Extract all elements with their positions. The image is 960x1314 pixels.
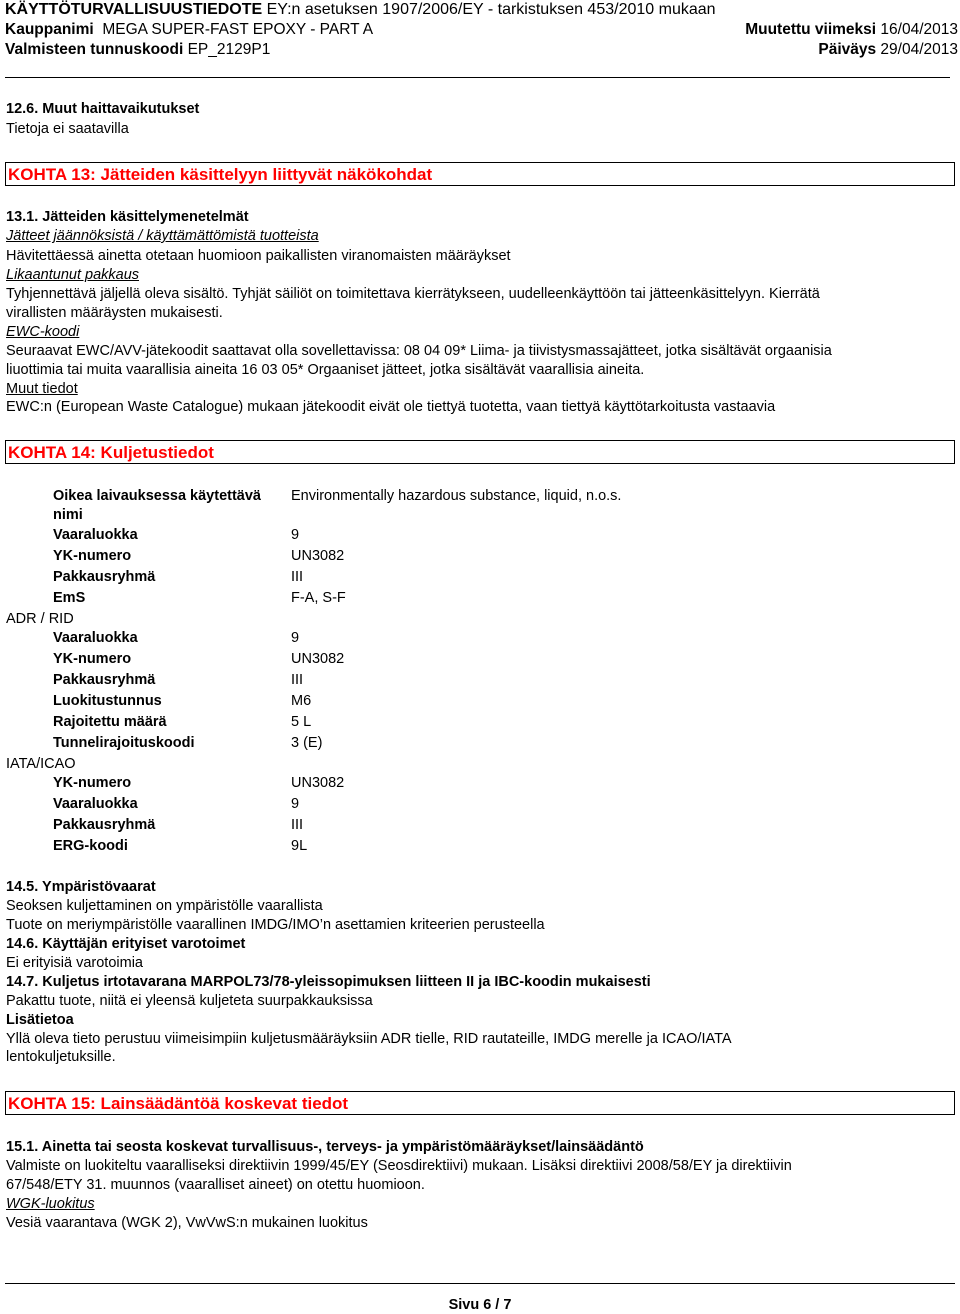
revised-date	[745, 20, 958, 40]
page-number: Sivu 6 / 7	[448, 1297, 512, 1313]
issue-date	[818, 40, 958, 60]
env-hazard-line-1: Seoksen kuljettaminen on ympäristölle vaarallista	[6, 898, 323, 914]
packaging-label: Likaantunut pakkaus	[6, 267, 140, 283]
document-title	[5, 0, 716, 20]
subsection-heading-14-7: 14.7. Kuljetus irtotavarana MARPOL73/78-yleissopimuksen liitteen II ja IBC-koodin mukaisesti	[6, 974, 651, 990]
shipping-name-label-line-1: Oikea laivauksessa käytettävä	[53, 488, 261, 504]
wgk-label: WGK-luokitus	[6, 1196, 95, 1212]
imdg-ems-value: F-A, S-F	[291, 590, 346, 606]
header-divider	[5, 77, 950, 78]
date-label: Päiväys	[818, 41, 877, 58]
additional-info-line-1: Yllä oleva tieto perustuu viimeisimpiin kuljetusmääräyksiin ADR tielle, RID rautateille, IMDG merelle ja ICAO/IATA	[6, 1031, 732, 1047]
iata-un-value: UN3082	[291, 775, 345, 791]
residues-text: Hävitettäessä ainetta otetaan huomioon paikallisten viranomaisten määräykset	[6, 248, 511, 264]
revised-value: 16/04/2013	[880, 21, 958, 38]
ewc-label: EWC-koodi	[6, 324, 80, 340]
additional-info-line-2: lentokuljetuksille.	[6, 1049, 116, 1065]
product-code-label: Valmisteen tunnuskoodi	[5, 41, 184, 58]
imdg-class-value: 9	[291, 527, 300, 543]
regulation-line-1: Valmiste on luokiteltu vaaralliseksi direktiivin 1999/45/EY (Seosdirektiivi) mukaan. Lisäksi direktiivi 2008/58/EY ja direktiivin	[6, 1158, 792, 1174]
iata-icao-group-label: IATA/ICAO	[6, 756, 76, 772]
adr-class-label: Vaaraluokka	[53, 630, 138, 646]
shipping-name-value: Environmentally hazardous substance, liquid, n.o.s.	[291, 488, 622, 504]
bulk-transport-text: Pakattu tuote, niitä ei yleensä kuljeteta suurpakkauksissa	[6, 993, 373, 1009]
imdg-un-label: YK-numero	[53, 548, 132, 564]
section-bar-14	[5, 440, 955, 464]
adr-class-value: 9	[291, 630, 300, 646]
subsection-heading-13-1: 13.1. Jätteiden käsittelymenetelmät	[6, 209, 249, 225]
ewc-line-1: Seuraavat EWC/AVV-jätekoodit saattavat olla sovellettavissa: 08 04 09* Liima- ja tiivistysmassajätteet, jotka sisältävät orgaanisia	[6, 343, 832, 359]
section-title-14: KOHTA 14: Kuljetustiedot	[8, 443, 214, 462]
trade-name-label: Kauppanimi	[5, 21, 94, 38]
section-bar-15	[5, 1091, 955, 1115]
iata-class-label: Vaaraluokka	[53, 796, 138, 812]
subsection-text-12-6: Tietoja ei saatavilla	[6, 121, 129, 137]
iata-erg-value: 9L	[291, 838, 308, 854]
imdg-un-value: UN3082	[291, 548, 345, 564]
adr-pg-label: Pakkausryhmä	[53, 672, 156, 688]
iata-erg-label: ERG-koodi	[53, 838, 128, 854]
additional-info-heading: Lisätietoa	[6, 1012, 74, 1028]
adr-tunnel-value: 3 (E)	[291, 735, 323, 751]
footer-divider	[5, 1283, 955, 1284]
header-row-product-code	[5, 40, 960, 60]
subsection-heading-14-5: 14.5. Ympäristövaarat	[6, 879, 156, 895]
header-row-trade-name	[5, 20, 960, 40]
adr-classcode-label: Luokitustunnus	[53, 693, 162, 709]
revised-label: Muutettu viimeksi	[745, 21, 877, 38]
subsection-heading-12-6: 12.6. Muut haittavaikutukset	[6, 101, 200, 117]
imdg-pg-value: III	[291, 569, 304, 585]
adr-pg-value: III	[291, 672, 304, 688]
adr-limited-value: 5 L	[291, 714, 312, 730]
title-main: KÄYTTÖTURVALLISUUSTIEDOTE	[5, 1, 263, 18]
other-info-label: Muut tiedot	[6, 381, 78, 397]
wgk-text: Vesiä vaarantava (WGK 2), VwVwS:n mukainen luokitus	[6, 1215, 368, 1231]
packaging-line-2: virallisten määräysten mukaisesti.	[6, 305, 223, 321]
imdg-ems-label: EmS	[53, 590, 86, 606]
residues-label: Jätteet jäännöksistä / käyttämättömistä tuotteista	[6, 228, 319, 244]
regulation-line-2: 67/548/ETY 31. muunnos (vaaralliset aineet) on otettu huomioon.	[6, 1177, 425, 1193]
date-value: 29/04/2013	[880, 41, 958, 58]
adr-un-value: UN3082	[291, 651, 345, 667]
section-title-15: KOHTA 15: Lainsäädäntöä koskevat tiedot	[8, 1094, 349, 1113]
product-code-value: EP_2129P1	[187, 41, 271, 58]
adr-rid-group-label: ADR / RID	[6, 611, 74, 627]
adr-limited-label: Rajoitettu määrä	[53, 714, 167, 730]
subsection-heading-14-6: 14.6. Käyttäjän erityiset varotoimet	[6, 936, 246, 952]
ewc-line-2: liuottimia tai muita vaarallisia aineita 16 03 05* Orgaaniset jätteet, jotka sisältävät vaarallisia aineita.	[6, 362, 645, 378]
trade-name-value: MEGA SUPER-FAST EPOXY - PART A	[102, 21, 374, 38]
iata-pg-value: III	[291, 817, 304, 833]
section-title-13: KOHTA 13: Jätteiden käsittelyyn liittyvät näkökohdat	[8, 165, 433, 184]
imdg-class-label: Vaaraluokka	[53, 527, 138, 543]
iata-un-label: YK-numero	[53, 775, 132, 791]
shipping-name-label-line-2: nimi	[53, 507, 83, 523]
other-info-text: EWC:n (European Waste Catalogue) mukaan jätekoodit eivät ole tiettyä tuotetta, vaan tiettyä käyttötarkoitusta vastaavia	[6, 399, 776, 415]
adr-tunnel-label: Tunnelirajoituskoodi	[53, 735, 195, 751]
env-hazard-line-2: Tuote on meriympäristölle vaarallinen IMDG/IMO’n asettamien kriteerien perusteella	[6, 917, 545, 933]
subsection-heading-15-1: 15.1. Ainetta tai seosta koskevat turvallisuus-, terveys- ja ympäristömääräykset/lainsäädäntö	[6, 1139, 644, 1155]
imdg-pg-label: Pakkausryhmä	[53, 569, 156, 585]
iata-class-value: 9	[291, 796, 300, 812]
adr-classcode-value: M6	[291, 693, 312, 709]
adr-un-label: YK-numero	[53, 651, 132, 667]
section-bar-13	[5, 162, 955, 186]
iata-pg-label: Pakkausryhmä	[53, 817, 156, 833]
title-regulation: EY:n asetuksen 1907/2006/EY - tarkistuksen 453/2010 mukaan	[262, 1, 716, 18]
special-precautions-text: Ei erityisiä varotoimia	[6, 955, 143, 971]
packaging-line-1: Tyhjennettävä jäljellä oleva sisältö. Tyhjät säiliöt on toimitettava kierrätykseen, uudelleenkäyttöön tai jätteenkäsittelyyn. Kierrätä	[6, 286, 820, 302]
